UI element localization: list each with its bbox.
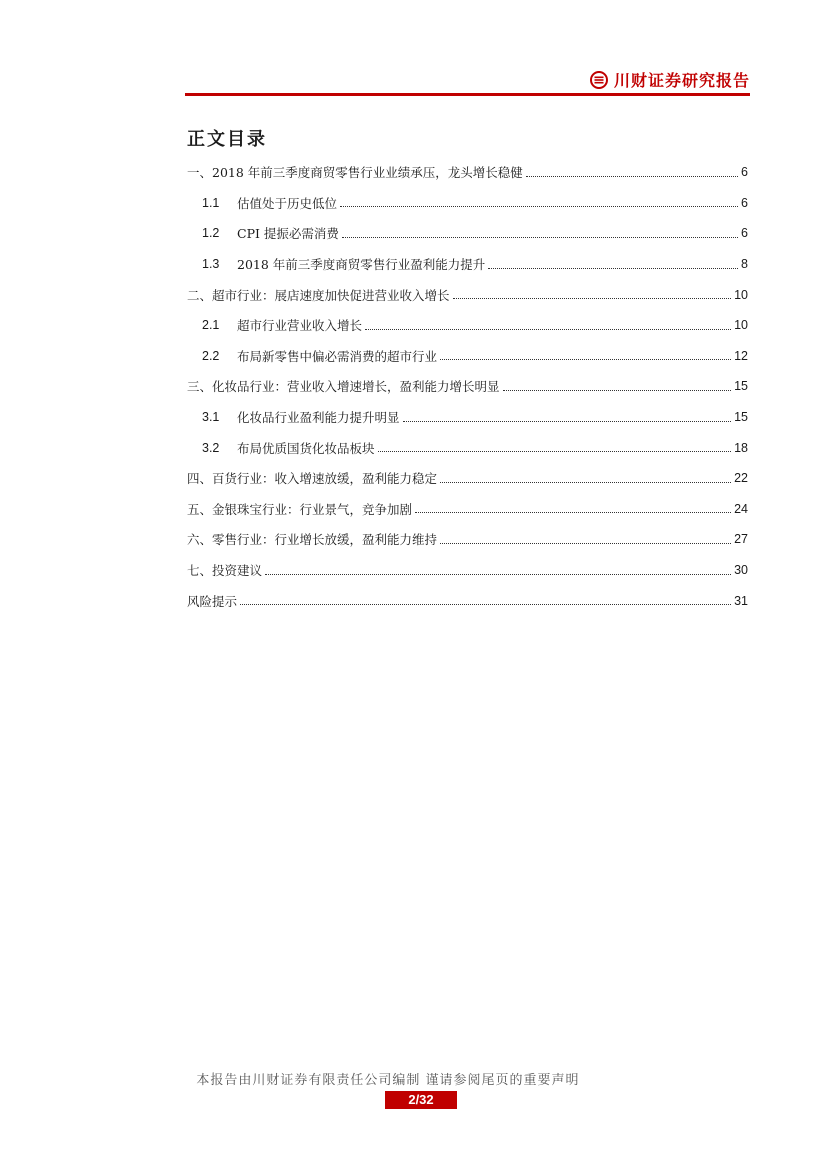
toc-item-page: 24: [734, 501, 748, 516]
toc-leader-dots: [403, 421, 732, 422]
toc-item-page: 18: [734, 440, 748, 455]
toc-leader-dots: [240, 604, 731, 605]
toc-leader-dots: [453, 298, 732, 299]
toc-item-text: 五、金银珠宝行业：行业景气，竞争加剧: [187, 501, 413, 517]
toc-item[interactable]: [187, 279, 748, 310]
toc-item[interactable]: [187, 555, 748, 586]
toc-leader-dots: [365, 329, 731, 330]
toc-leader-dots: [488, 268, 738, 269]
toc-leader-dots: [378, 451, 732, 452]
toc-item-number: 3.1: [202, 410, 220, 425]
toc-item[interactable]: [187, 371, 748, 402]
toc-item-page: 12: [734, 348, 748, 363]
toc-leader-dots: [415, 512, 731, 513]
toc-item-number: 1.1: [202, 195, 220, 210]
page-header: [185, 62, 750, 96]
toc-item[interactable]: [187, 524, 748, 555]
toc-item-page: 10: [734, 287, 748, 302]
toc-item-number: 1.3: [202, 257, 220, 272]
toc-item-number: 2.2: [202, 348, 220, 363]
toc-leader-dots: [342, 237, 738, 238]
toc-item-page: 8: [741, 257, 748, 272]
toc-item[interactable]: [187, 494, 748, 525]
toc-item-number: 3.2: [202, 440, 220, 455]
toc-item-text: 布局优质国货化妆品板块: [237, 440, 375, 456]
toc-item-text: 七、投资建议: [187, 563, 263, 579]
toc-item[interactable]: [187, 249, 748, 280]
toc-item-text: 超市行业营业收入增长: [237, 318, 363, 334]
toc-item-page: 6: [741, 165, 748, 180]
toc-item-page: 6: [741, 226, 748, 241]
toc-item-text: 四、百货行业：收入增速放缓，盈利能力稳定: [187, 471, 438, 487]
toc-leader-dots: [503, 390, 732, 391]
brand-name: 川财证券研究报告: [613, 71, 750, 90]
toc-item-text: 估值处于历史低位: [237, 195, 338, 211]
toc-item-page: 22: [734, 471, 748, 486]
toc-item-text: 二、超市行业：展店速度加快促进营业收入增长: [187, 287, 450, 303]
toc-item[interactable]: [187, 188, 748, 219]
toc-item-number: 1.2: [202, 226, 220, 241]
toc-leader-dots: [526, 176, 738, 177]
toc-title: 正文目录: [187, 129, 267, 150]
page-number-badge: 2/32: [385, 1091, 457, 1109]
toc-item-page: 10: [734, 318, 748, 333]
toc-item-text: CPI 提振必需消费: [237, 226, 339, 242]
toc-item-text: 风险提示: [187, 593, 238, 609]
toc-item-text: 化妆品行业盈利能力提升明显: [237, 410, 400, 426]
toc-item[interactable]: [187, 341, 748, 372]
toc-leader-dots: [440, 482, 731, 483]
toc-item[interactable]: [187, 585, 748, 616]
toc-item-page: 15: [734, 379, 748, 394]
toc-item-page: 15: [734, 410, 748, 425]
toc-item[interactable]: [187, 310, 748, 341]
toc-item[interactable]: [187, 432, 748, 463]
brand: [590, 68, 750, 91]
toc-item-text: 2018 年前三季度商贸零售行业盈利能力提升: [237, 257, 486, 273]
header-divider: [185, 93, 750, 96]
toc-item-text: 布局新零售中偏必需消费的超市行业: [237, 348, 438, 364]
toc-item-number: 2.1: [202, 318, 220, 333]
toc-item-page: 31: [734, 593, 748, 608]
toc-leader-dots: [440, 359, 731, 360]
toc-item-page: 6: [741, 195, 748, 210]
toc-item-text: 一、2018 年前三季度商贸零售行业业绩承压，龙头增长稳健: [187, 165, 523, 181]
toc-item-page: 30: [734, 563, 748, 578]
table-of-contents: [187, 157, 748, 616]
chuancai-logo-icon: [590, 71, 608, 89]
footer-disclaimer: 本报告由川财证券有限责任公司编制 谨请参阅尾页的重要声明: [196, 1073, 580, 1088]
toc-leader-dots: [440, 543, 731, 544]
toc-item-page: 27: [734, 532, 748, 547]
toc-item[interactable]: [187, 218, 748, 249]
toc-item-text: 六、零售行业：行业增长放缓，盈利能力维持: [187, 532, 438, 548]
toc-item[interactable]: [187, 463, 748, 494]
toc-item-text: 三、化妆品行业：营业收入增速增长，盈利能力增长明显: [187, 379, 500, 395]
toc-leader-dots: [340, 206, 738, 207]
toc-item[interactable]: [187, 402, 748, 433]
toc-item[interactable]: [187, 157, 748, 188]
toc-leader-dots: [265, 574, 731, 575]
